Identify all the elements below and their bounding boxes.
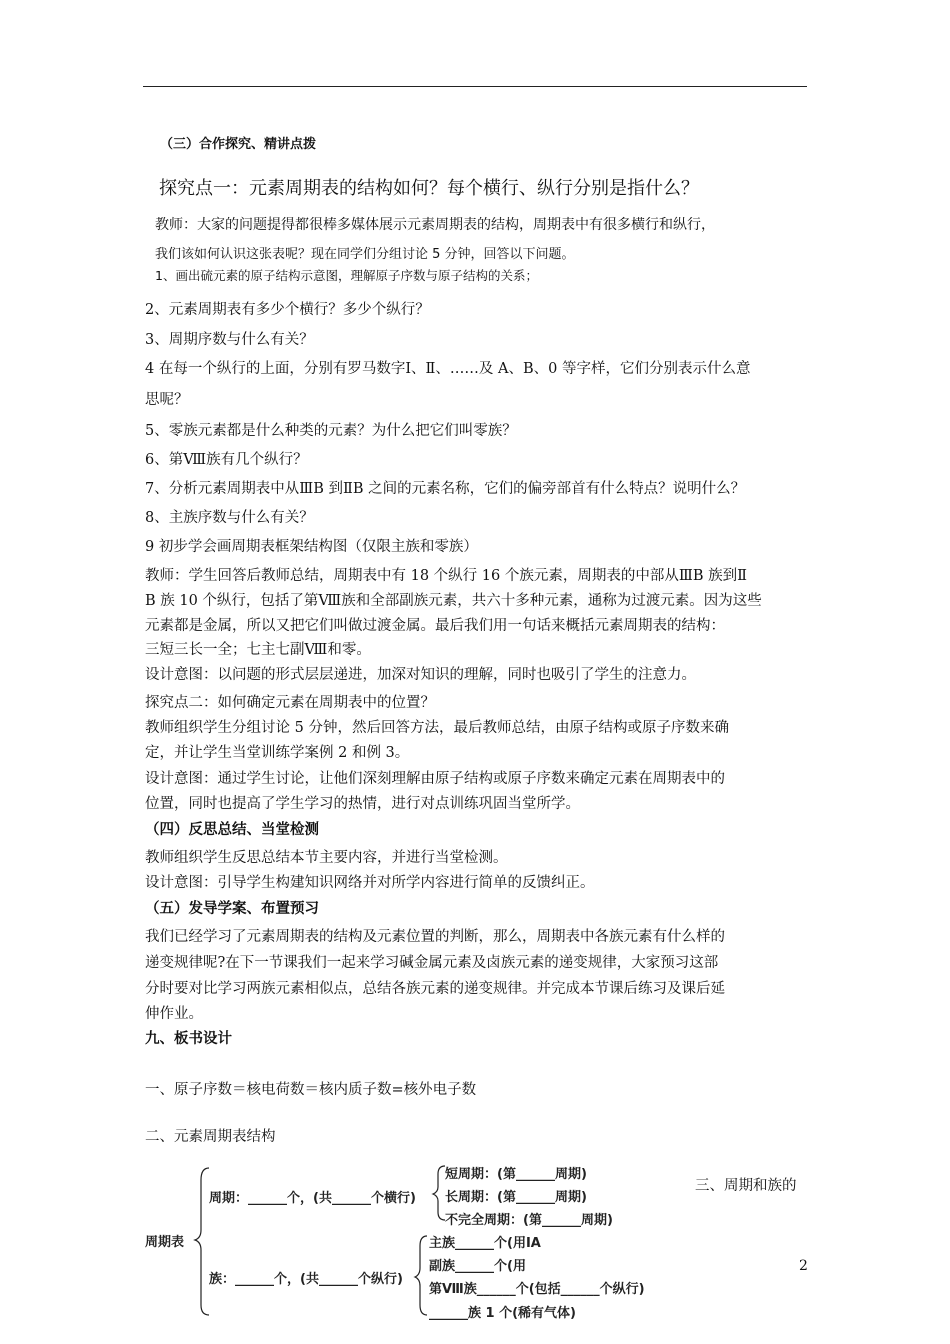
teacher-summary-line4: 三短三长一全；七主七副Ⅷ和零。: [145, 642, 371, 658]
question-2: 2、元素周期表有多少个横行？多少个纵行？: [145, 302, 430, 318]
section9-heading: 九、板书设计: [145, 1031, 232, 1047]
explore2-text-line2: 定，并让学生当堂训练学案例 2 和例 3。: [145, 745, 410, 761]
section5-line1: 我们已经学习了元素周期表的结构及元素位置的判断，那么，周期表中各族元素有什么样的: [145, 929, 725, 945]
section5-line3: 分时要对比学习两族元素相似点，总结各族元素的递变规律。并完成本节课后练习及课后延: [145, 981, 725, 997]
question-4-line1: 4 在每一个纵行的上面，分别有罗马数字Ⅰ、Ⅱ、……及 A、B、0 等字样，它们分别表示什么意: [145, 361, 751, 377]
question-9: 9 初步学会画周期表框架结构图（仅限主族和零族）: [145, 539, 478, 555]
teacher-summary-line3: 元素都是金属，所以又把它们叫做过渡金属。最后我们用一句话来概括元素周期表的结构：: [145, 618, 725, 634]
board-item-2: 二、元素周期表结构: [145, 1129, 276, 1145]
teacher-intro-line1: 教师：大家的问题提得都很棒多媒体展示元素周期表的结构，周期表中有很多横行和纵行，: [155, 217, 715, 233]
teacher-summary-line2: B 族 10 个纵行，包括了第Ⅷ族和全部副族元素，共六十多种元素，通称为过渡元素。因为这些: [145, 593, 762, 609]
design-intent-2-line2: 位置，同时也提高了学生学习的热情，进行对点训练巩固当堂所学。: [145, 796, 580, 812]
question-1: 1、画出硫元素的原子结构示意图，理解原子序数与原子结构的关系；: [155, 268, 538, 283]
page-number: 2: [799, 1258, 808, 1274]
question-6: 6、第Ⅷ族有几个纵行？: [145, 452, 308, 468]
periodic-table-structure-diagram: [145, 1160, 825, 1340]
period-brace: [433, 1166, 445, 1220]
section5-line4: 伸作业。: [145, 1006, 203, 1022]
design-intent-2-line1: 设计意图：通过学生讨论，让他们深刻理解由原子结构或原子序数来确定元素在周期表中的: [145, 771, 725, 787]
section3-heading: （三）合作探究、精讲点拨: [160, 137, 317, 152]
question-5: 5、零族元素都是什么种类的元素？为什么把它们叫零族？: [145, 423, 517, 439]
section4-text: 教师组织学生反思总结本节主要内容，并进行当堂检测。: [145, 850, 508, 866]
explore1-title: 探究点一：元素周期表的结构如何？每个横行、纵行分别是指什么？: [159, 178, 699, 199]
diagram-zero-group: ______族 1 个(稀有气体): [429, 1306, 576, 1321]
diagram-short-period: 短周期：(第______周期): [445, 1167, 587, 1182]
group-brace: [415, 1236, 427, 1315]
teacher-intro-line2: 我们该如何认识这张表呢？现在同学们分组讨论 5 分钟，回答以下问题。: [155, 247, 575, 262]
diagram-period: 周期：______个，(共______个横行): [209, 1191, 416, 1206]
header-rule: [143, 86, 807, 87]
design-intent-1: 设计意图：以问题的形式层层递进，加深对知识的理解，同时也吸引了学生的注意力。: [145, 667, 696, 683]
diagram-incomplete-period: 不完全周期：(第______周期): [445, 1213, 613, 1228]
board-item-1: 一、原子序数＝核电荷数＝核内质子数=核外电子数: [145, 1082, 477, 1098]
question-4-line2: 思呢？: [145, 392, 189, 408]
diagram-long-period: 长周期：(第______周期): [445, 1190, 587, 1205]
question-3: 3、周期序数与什么有关？: [145, 332, 314, 348]
diagram-group: 族：______个，(共______个纵行): [209, 1272, 403, 1287]
explore2-title: 探究点二：如何确定元素在周期表中的位置？: [145, 695, 435, 711]
question-7: 7、分析元素周期表中从ⅢB 到ⅡB 之间的元素名称，它们的偏旁部首有什么特点？说明什么？: [145, 481, 746, 497]
section4-heading: （四）反思总结、当堂检测: [145, 822, 319, 838]
diagram-main-group: 主族______个(用ⅠA: [429, 1236, 541, 1251]
diagram-root: 周期表: [145, 1235, 185, 1250]
design-intent-3: 设计意图：引导学生构建知识网络并对所学内容进行简单的反馈纠正。: [145, 875, 595, 891]
diagram-group8: 第Ⅷ族______个(包括______个纵行): [429, 1282, 645, 1297]
section5-heading: （五）发导学案、布置预习: [145, 901, 319, 917]
root-brace: [195, 1168, 209, 1315]
section5-line2: 递变规律呢?在下一节课我们一起来学习碱金属元素及卤族元素的递变规律，大家预习这部: [145, 955, 719, 971]
teacher-summary-line1: 教师：学生回答后教师总结，周期表中有 18 个纵行 16 个族元素，周期表的中部从ⅢB 族到Ⅱ: [145, 568, 747, 584]
diagram-sub-group: 副族______个(用: [429, 1259, 526, 1274]
board-item-3: 三、周期和族的: [695, 1178, 797, 1194]
explore2-text-line1: 教师组织学生分组讨论 5 分钟，然后回答方法，最后教师总结，由原子结构或原子序数来确: [145, 720, 729, 736]
question-8: 8、主族序数与什么有关？: [145, 510, 314, 526]
